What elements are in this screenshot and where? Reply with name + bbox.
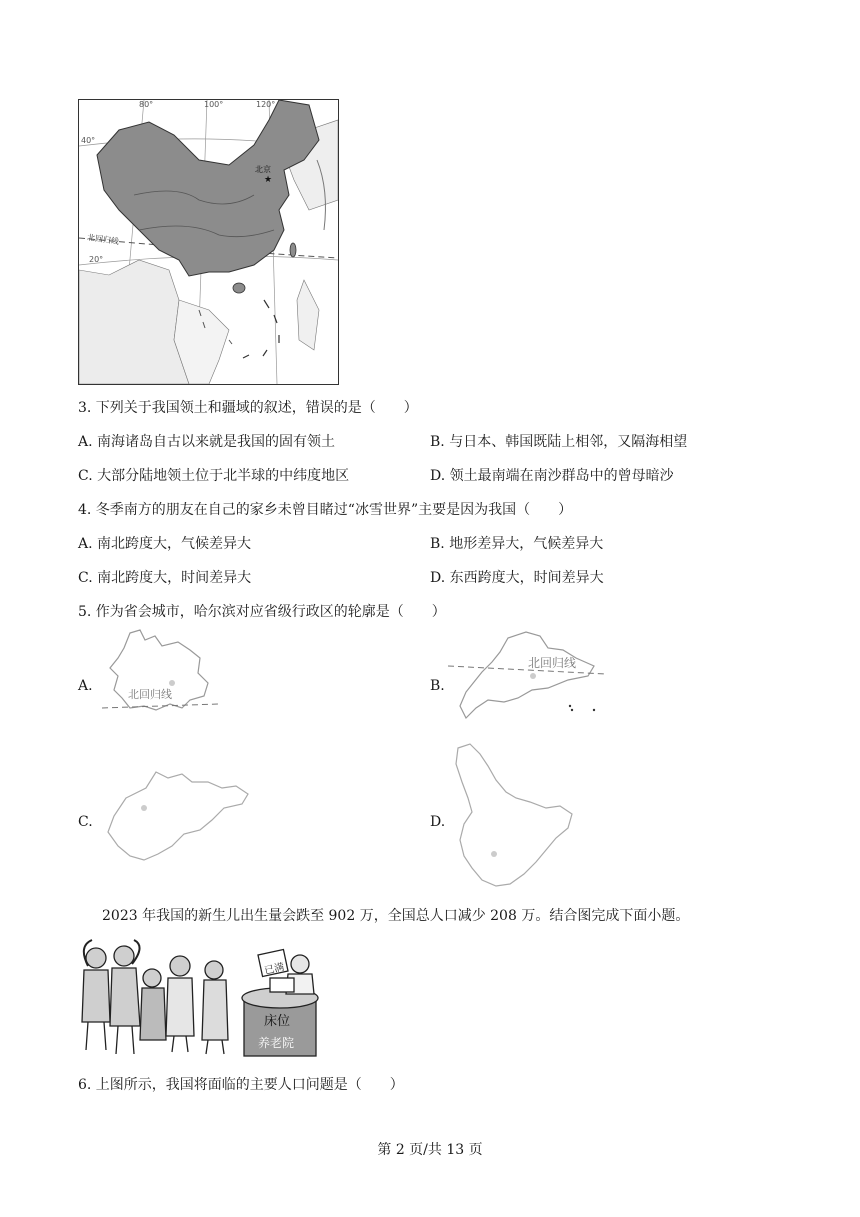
cartoon-sign-full: 已满 — [263, 961, 286, 977]
figure-a-tropic-label: 北回归线 — [128, 688, 172, 701]
population-passage: 2023 年我国的新生儿出生量会跌至 902 万，全国总人口减少 208 万。结合图完成下面小题。 — [102, 908, 690, 924]
page-footer: 第 2 页/共 13 页 — [377, 1142, 483, 1158]
q3-stem: 3. 下列关于我国领土和疆域的叙述，错误的是（ ） — [78, 400, 418, 416]
q5-option-d: D. — [430, 814, 446, 830]
capital-star-icon: ★ — [264, 175, 273, 185]
q4-option-a: A. 南北跨度大，气候差异大 — [78, 536, 252, 552]
lon-label-80: 80° — [139, 100, 154, 109]
lon-label-100: 100° — [204, 100, 224, 109]
q3-option-a: A. 南海诸岛自古以来就是我国的固有领土 — [78, 434, 336, 450]
heilongjiang-outline-figure — [450, 742, 580, 890]
china-location-map — [78, 99, 339, 385]
q4-option-d: D. 东西跨度大，时间差异大 — [430, 570, 604, 586]
figure-b-tropic-label: 北回归线 — [528, 656, 577, 670]
q4-option-c: C. 南北跨度大，时间差异大 — [78, 570, 252, 586]
shandong-outline-figure — [96, 768, 256, 864]
aging-population-cartoon — [74, 936, 324, 1060]
yunnan-outline-figure — [100, 628, 220, 720]
cartoon-sign-bed: 床位 — [264, 1014, 291, 1029]
q5-option-c: C. — [78, 814, 93, 830]
lat-label-40: 40° — [81, 136, 96, 145]
lon-label-120: 120° — [256, 100, 276, 109]
q5-stem: 5. 作为省会城市，哈尔滨对应省级行政区的轮廓是（ ） — [78, 604, 446, 620]
china-territory — [97, 100, 319, 276]
guangdong-outline-figure — [448, 628, 608, 720]
q3-option-b: B. 与日本、韩国既陆上相邻，又隔海相望 — [430, 434, 688, 450]
q3-option-d: D. 领土最南端在南沙群岛中的曾母暗沙 — [430, 468, 674, 484]
q3-option-c: C. 大部分陆地领土位于北半球的中纬度地区 — [78, 468, 350, 484]
q5-option-b: B. — [430, 678, 445, 694]
q5-option-a: A. — [78, 678, 93, 694]
lat-label-20: 20° — [89, 255, 104, 264]
q4-stem: 4. 冬季南方的朋友在自己的家乡未曾目睹过“冰雪世界”主要是因为我国（ ） — [78, 502, 573, 518]
capital-label: 北京 — [255, 165, 271, 174]
cartoon-sign-home: 养老院 — [258, 1036, 295, 1050]
tropic-label: 北回归线 — [86, 232, 120, 247]
q4-option-b: B. 地形差异大，气候差异大 — [430, 536, 604, 552]
q6-stem: 6. 上图所示，我国将面临的主要人口问题是（ ） — [78, 1077, 404, 1093]
